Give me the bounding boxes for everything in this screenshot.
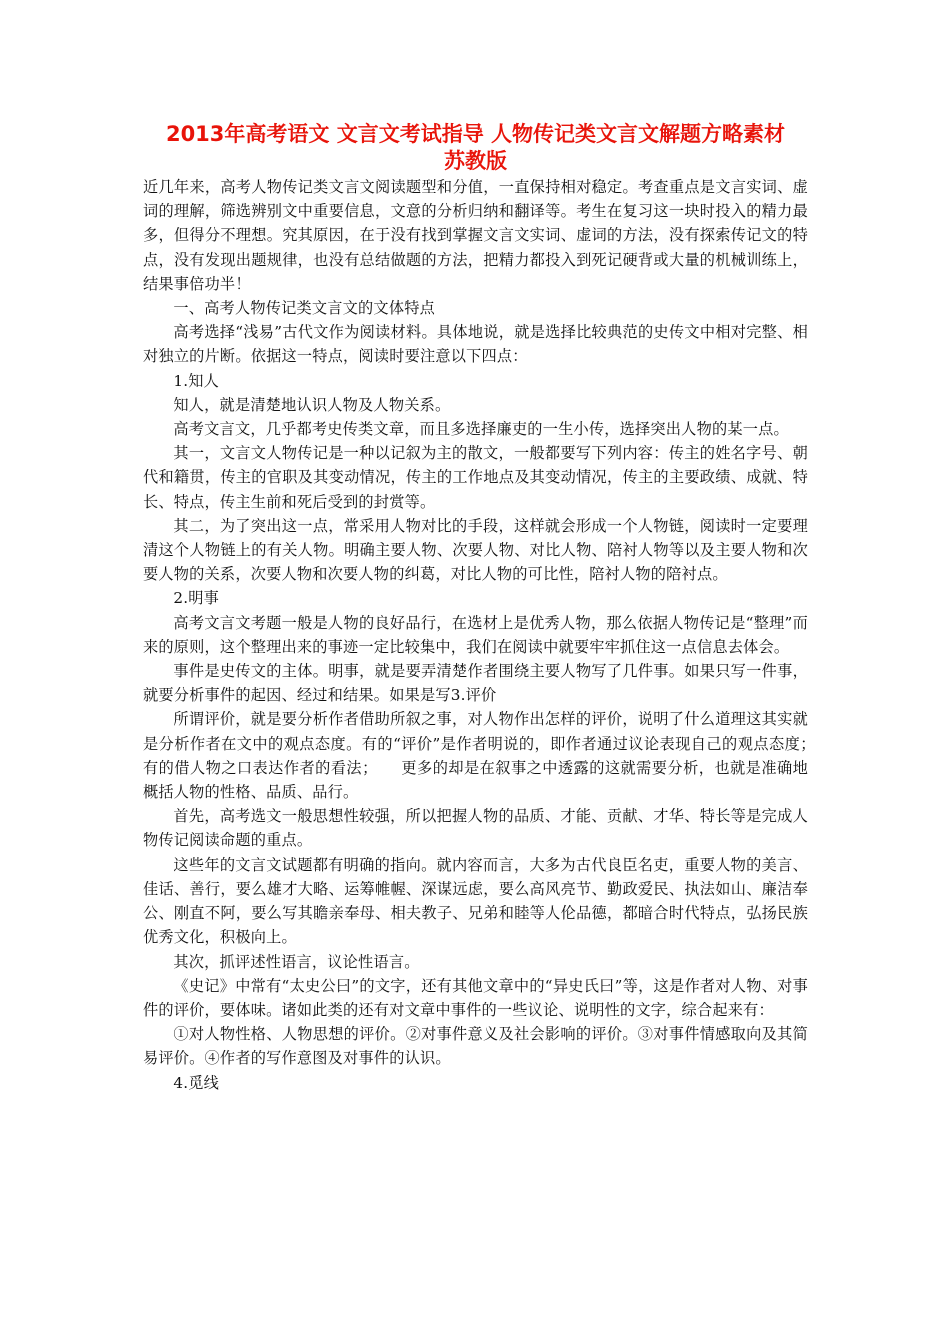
title-line-1: 2013年高考语文 文言文考试指导 人物传记类文言文解题方略素材	[165, 122, 786, 146]
paragraph: ①对人物性格、人物思想的评价。②对事件意义及社会影响的评价。③对事件情感取向及其简易评价。④作者的写作意图及对事件的认识。	[143, 1025, 808, 1068]
paragraph: 高考文言文，几乎都考史传类文章，而且多选择廉吏的一生小传，选择突出人物的某一点。	[173, 420, 789, 439]
paragraph: 其次，抓评述性语言，议论性语言。	[173, 952, 420, 971]
section-heading: 一、高考人物传记类文言文的文体特点	[173, 299, 435, 318]
paragraph: 知人，就是清楚地认识人物及人物关系。	[173, 395, 451, 414]
paragraph: 其一，文言文人物传记是一种以记叙为主的散文，一般都要写下列内容：传主的姓名字号、朝代和籍贯，传主的官职及其变动情况，传主的工作地点及其变动情况，传主的主要政绩、成就、特长、特点，传主生前和死后受到的封赏等。	[143, 444, 808, 511]
paragraph: 高考文言文考题一般是人物的良好品行，在选材上是优秀人物，那么依据人物传记是“整理”而来的原则，这个整理出来的事迹一定比较集中，我们在阅读中就要牢牢抓住这一点信息去体会。	[143, 613, 808, 656]
subheading: 2.明事	[173, 589, 220, 608]
subheading: 1.知人	[173, 371, 220, 390]
paragraph: 事件是史传文的主体。明事，就是要弄清楚作者围绕主要人物写了几件事。如果只写一件事，就要分析事件的起因、经过和结果。如果是写3.评价	[143, 662, 808, 705]
title-line-2: 苏教版	[444, 149, 507, 173]
paragraph: 《史记》中常有“太史公曰”的文字，还有其他文章中的“异史氏曰”等，这是作者对人物、对事件的评价，要体味。诸如此类的还有对文章中事件的一些议论、说明性的文字，综合起来有：	[143, 976, 808, 1019]
paragraph: 所谓评价，就是要分析作者借助所叙之事，对人物作出怎样的评价，说明了什么道理这其实就是分析作者在文中的观点态度。有的“评价”是作者明说的，即作者通过议论表现自己的观点态度； 有的借人物之口表达作者的看法； 更多的却是在叙事之中透露的这就需要分析，也就是准确地概括人物的性格、品质、品行。	[143, 710, 839, 802]
subheading: 4.觅线	[173, 1073, 220, 1092]
document-title	[143, 121, 808, 175]
paragraph: 近几年来，高考人物传记类文言文阅读题型和分值，一直保持相对稳定。考查重点是文言实词、虚词的理解，筛选辨别文中重要信息，文意的分析归纳和翻译等。考生在复习这一块时投入的精力最多，但得分不理想。究其原因，在于没有找到掌握文言文实词、虚词的方法，没有探索传记文的特点，没有发现出题规律，也没有总结做题的方法，把精力都投入到死记硬背或大量的机械训练上，结果事倍功半！	[143, 178, 808, 293]
paragraph: 高考选择“浅易”古代文作为阅读材料。具体地说，就是选择比较典范的史传文中相对完整、相对独立的片断。依据这一特点，阅读时要注意以下四点：	[143, 323, 808, 366]
paragraph: 其二，为了突出这一点，常采用人物对比的手段，这样就会形成一个人物链，阅读时一定要理清这个人物链上的有关人物。明确主要人物、次要人物、对比人物、陪衬人物等以及主要人物和次要人物的关系，次要人物和次要人物的纠葛，对比人物的可比性，陪衬人物的陪衬点。	[143, 516, 808, 584]
paragraph: 首先，高考选文一般思想性较强，所以把握人物的品质、才能、贡献、才华、特长等是完成人物传记阅读命题的重点。	[143, 807, 808, 850]
paragraph: 这些年的文言文试题都有明确的指向。就内容而言，大多为古代良臣名吏，重要人物的美言、佳话、善行，要么雄才大略、运筹帷幄、深谋远虑，要么高风亮节、勤政爱民、执法如山、廉洁奉公、刚直不阿，要么写其瞻亲奉母、相夫教子、兄弟和睦等人伦品德，都暗合时代特点，弘扬民族优秀文化，积极向上。	[143, 855, 808, 947]
document-page	[143, 121, 839, 1095]
document-body	[143, 175, 839, 1095]
